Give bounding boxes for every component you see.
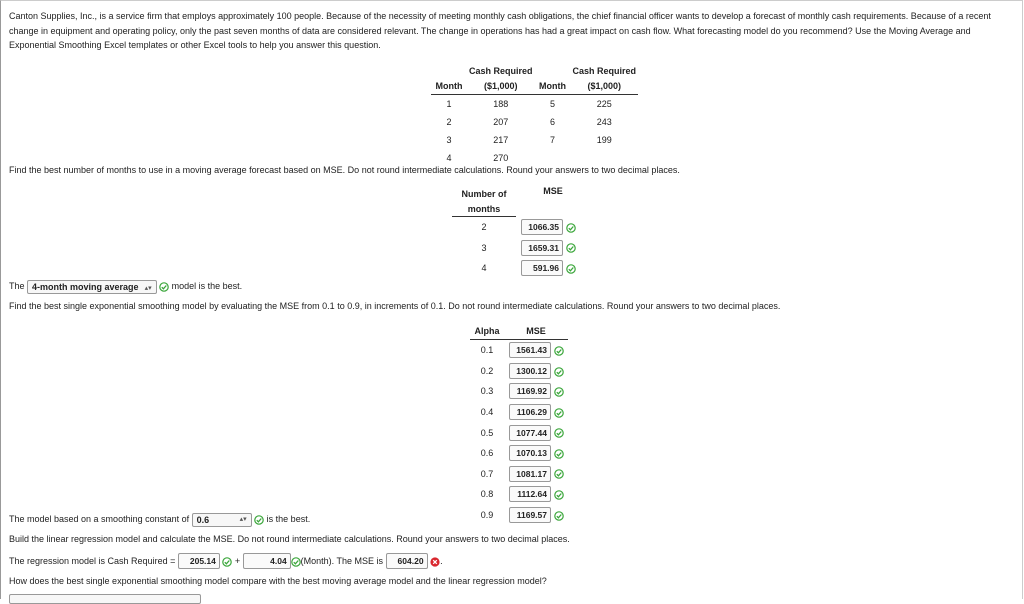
table-row	[431, 113, 638, 131]
table-row	[470, 402, 568, 423]
cash-cell: 243	[596, 117, 612, 127]
correct-check-icon	[554, 387, 564, 397]
cash-required-table	[431, 63, 638, 167]
table-row	[470, 464, 568, 485]
table-row	[431, 131, 638, 149]
correct-check-icon	[554, 408, 564, 418]
question-exponential-smoothing: Find the best single exponential smoothing model by evaluating the MSE from 0.1 to 0.9, in increments of 0.1. Do not round intermediate calculations. Round your answers to two decimal places.	[9, 301, 781, 311]
alpha-cell: 0.2	[480, 365, 494, 376]
regression-prefix: The regression model is Cash Required =	[9, 556, 176, 566]
table-row	[470, 340, 568, 361]
smoothing-prefix: The model based on a smoothing constant of	[9, 514, 190, 524]
col-header-unit-1: ($1,000)	[467, 79, 535, 95]
alpha-cell: 0.6	[480, 448, 494, 459]
cash-cell: 188	[493, 99, 509, 109]
moving-average-table	[452, 186, 590, 279]
table-row	[470, 484, 568, 505]
alpha-cell: 0.7	[480, 468, 494, 479]
mse-input[interactable]: 1169.92	[509, 383, 551, 399]
col-header-number-of: Number of	[461, 188, 507, 199]
cash-cell: 270	[493, 153, 509, 163]
alpha-mse-table	[470, 323, 568, 525]
table-row	[452, 258, 590, 279]
correct-check-icon	[159, 282, 169, 292]
cash-cell: 207	[493, 117, 509, 127]
alpha-cell: 0.9	[480, 510, 494, 521]
cash-cell: 225	[596, 99, 612, 109]
best-ma-suffix: model is the best.	[171, 281, 243, 291]
question-moving-average: Find the best number of months to use in a moving average forecast based on MSE. Do not round intermediate calculations. Round your answers to two decimal places.	[9, 165, 680, 175]
col-header-months: months	[452, 201, 516, 217]
table-row	[470, 443, 568, 464]
mse-input[interactable]: 591.96	[521, 260, 563, 276]
alpha-cell: 0.4	[480, 407, 494, 418]
col-header-month-1: Month	[431, 79, 467, 95]
smoothing-suffix: is the best.	[266, 514, 311, 524]
table-row	[470, 505, 568, 526]
mse-input[interactable]: 1066.35	[521, 219, 563, 235]
mse-input[interactable]: 1112.64	[509, 486, 551, 502]
table-row	[470, 381, 568, 402]
alpha-cell: 0.3	[480, 386, 494, 397]
correct-check-icon	[554, 367, 564, 377]
table-row	[431, 95, 638, 114]
question-regression: Build the linear regression model and calculate the MSE. Do not round intermediate calculations. Round your answers to two decimal places.	[9, 534, 570, 544]
plus-sign: +	[234, 556, 241, 566]
months-cell: 4	[481, 263, 487, 274]
best-moving-average-line	[9, 279, 242, 294]
col-header-unit-2: ($1,000)	[571, 79, 639, 95]
correct-check-icon	[554, 490, 564, 500]
table-row	[470, 422, 568, 443]
cash-cell: 217	[493, 135, 509, 145]
mse-input[interactable]: 1659.31	[521, 240, 563, 256]
month-cell: 1	[446, 99, 452, 109]
mse-input[interactable]: 1106.29	[509, 404, 551, 420]
mse-input[interactable]: 1081.17	[509, 466, 551, 482]
col-header-alpha: Alpha	[470, 323, 504, 340]
col-header-cash-1: Cash Required	[469, 65, 533, 76]
intro-text: Canton Supplies, Inc., is a service firm that employs approximately 100 people. Because of the necessity of meeting monthly cash obligations, the chief financial officer wants to develop a forecast of monthly cash requirements. Because of a recent change in equipment and operating policy, only the past seven months of data are considered relevant. The change in operations has had a great impact on cash flow. What forecasting model do you recommend? Use the Moving Average and Exponential Smoothing Excel templates or other Excel tools to help you answer this question.	[9, 11, 991, 50]
smoothing-constant-line	[9, 512, 310, 527]
regression-mse-input[interactable]: 604.20	[386, 553, 428, 569]
col-header-mse: MSE	[504, 323, 568, 340]
mse-input[interactable]: 1070.13	[509, 445, 551, 461]
cash-cell: 199	[596, 135, 612, 145]
col-header-mse: MSE	[543, 186, 563, 196]
months-cell: 3	[481, 242, 487, 253]
regression-line	[9, 553, 443, 569]
col-header-month-2: Month	[535, 79, 571, 95]
regression-period: .	[440, 556, 443, 566]
select-value: 4-month moving average	[32, 281, 139, 292]
select-value: 0.6	[196, 514, 210, 525]
regression-month-text: (Month). The MSE is	[300, 556, 384, 566]
correct-check-icon	[554, 469, 564, 479]
correct-check-icon	[554, 449, 564, 459]
comparison-select[interactable]	[9, 594, 201, 604]
alpha-cell: 0.8	[480, 489, 494, 500]
month-cell: 6	[550, 117, 556, 127]
mse-input[interactable]: 1561.43	[509, 342, 551, 358]
problem-intro	[9, 9, 1013, 53]
correct-check-icon	[554, 428, 564, 438]
moving-average-select[interactable]	[27, 280, 157, 294]
col-header-cash-2: Cash Required	[572, 65, 637, 76]
correct-check-icon	[566, 264, 576, 274]
best-ma-prefix: The	[9, 281, 25, 291]
correct-check-icon	[566, 223, 576, 233]
table-row	[452, 217, 590, 238]
alpha-cell: 0.1	[480, 345, 494, 356]
table-row	[470, 361, 568, 382]
slope-input[interactable]: 4.04	[243, 553, 291, 569]
select-arrow-icon: ▴▾	[239, 515, 247, 523]
correct-check-icon	[566, 243, 576, 253]
correct-check-icon	[291, 557, 301, 567]
month-cell: 5	[550, 99, 556, 109]
select-arrow-icon: ▴▾	[144, 284, 152, 292]
question-comparison: How does the best single exponential smoothing model compare with the best moving average model and the linear regression model?	[9, 576, 547, 586]
correct-check-icon	[222, 557, 232, 567]
correct-check-icon	[254, 515, 264, 525]
correct-check-icon	[554, 346, 564, 356]
intercept-input[interactable]: 205.14	[178, 553, 220, 569]
smoothing-constant-select[interactable]	[192, 513, 252, 527]
month-cell: 3	[446, 135, 452, 145]
months-cell: 2	[481, 222, 487, 233]
correct-check-icon	[554, 511, 564, 521]
mse-input[interactable]: 1077.44	[509, 425, 551, 441]
month-cell: 4	[446, 153, 452, 163]
mse-input[interactable]: 1169.57	[509, 507, 551, 523]
mse-input[interactable]: 1300.12	[509, 363, 551, 379]
month-cell: 2	[446, 117, 452, 127]
alpha-cell: 0.5	[480, 427, 494, 438]
table-row	[452, 238, 590, 259]
incorrect-x-icon	[430, 557, 440, 567]
month-cell: 7	[550, 135, 556, 145]
